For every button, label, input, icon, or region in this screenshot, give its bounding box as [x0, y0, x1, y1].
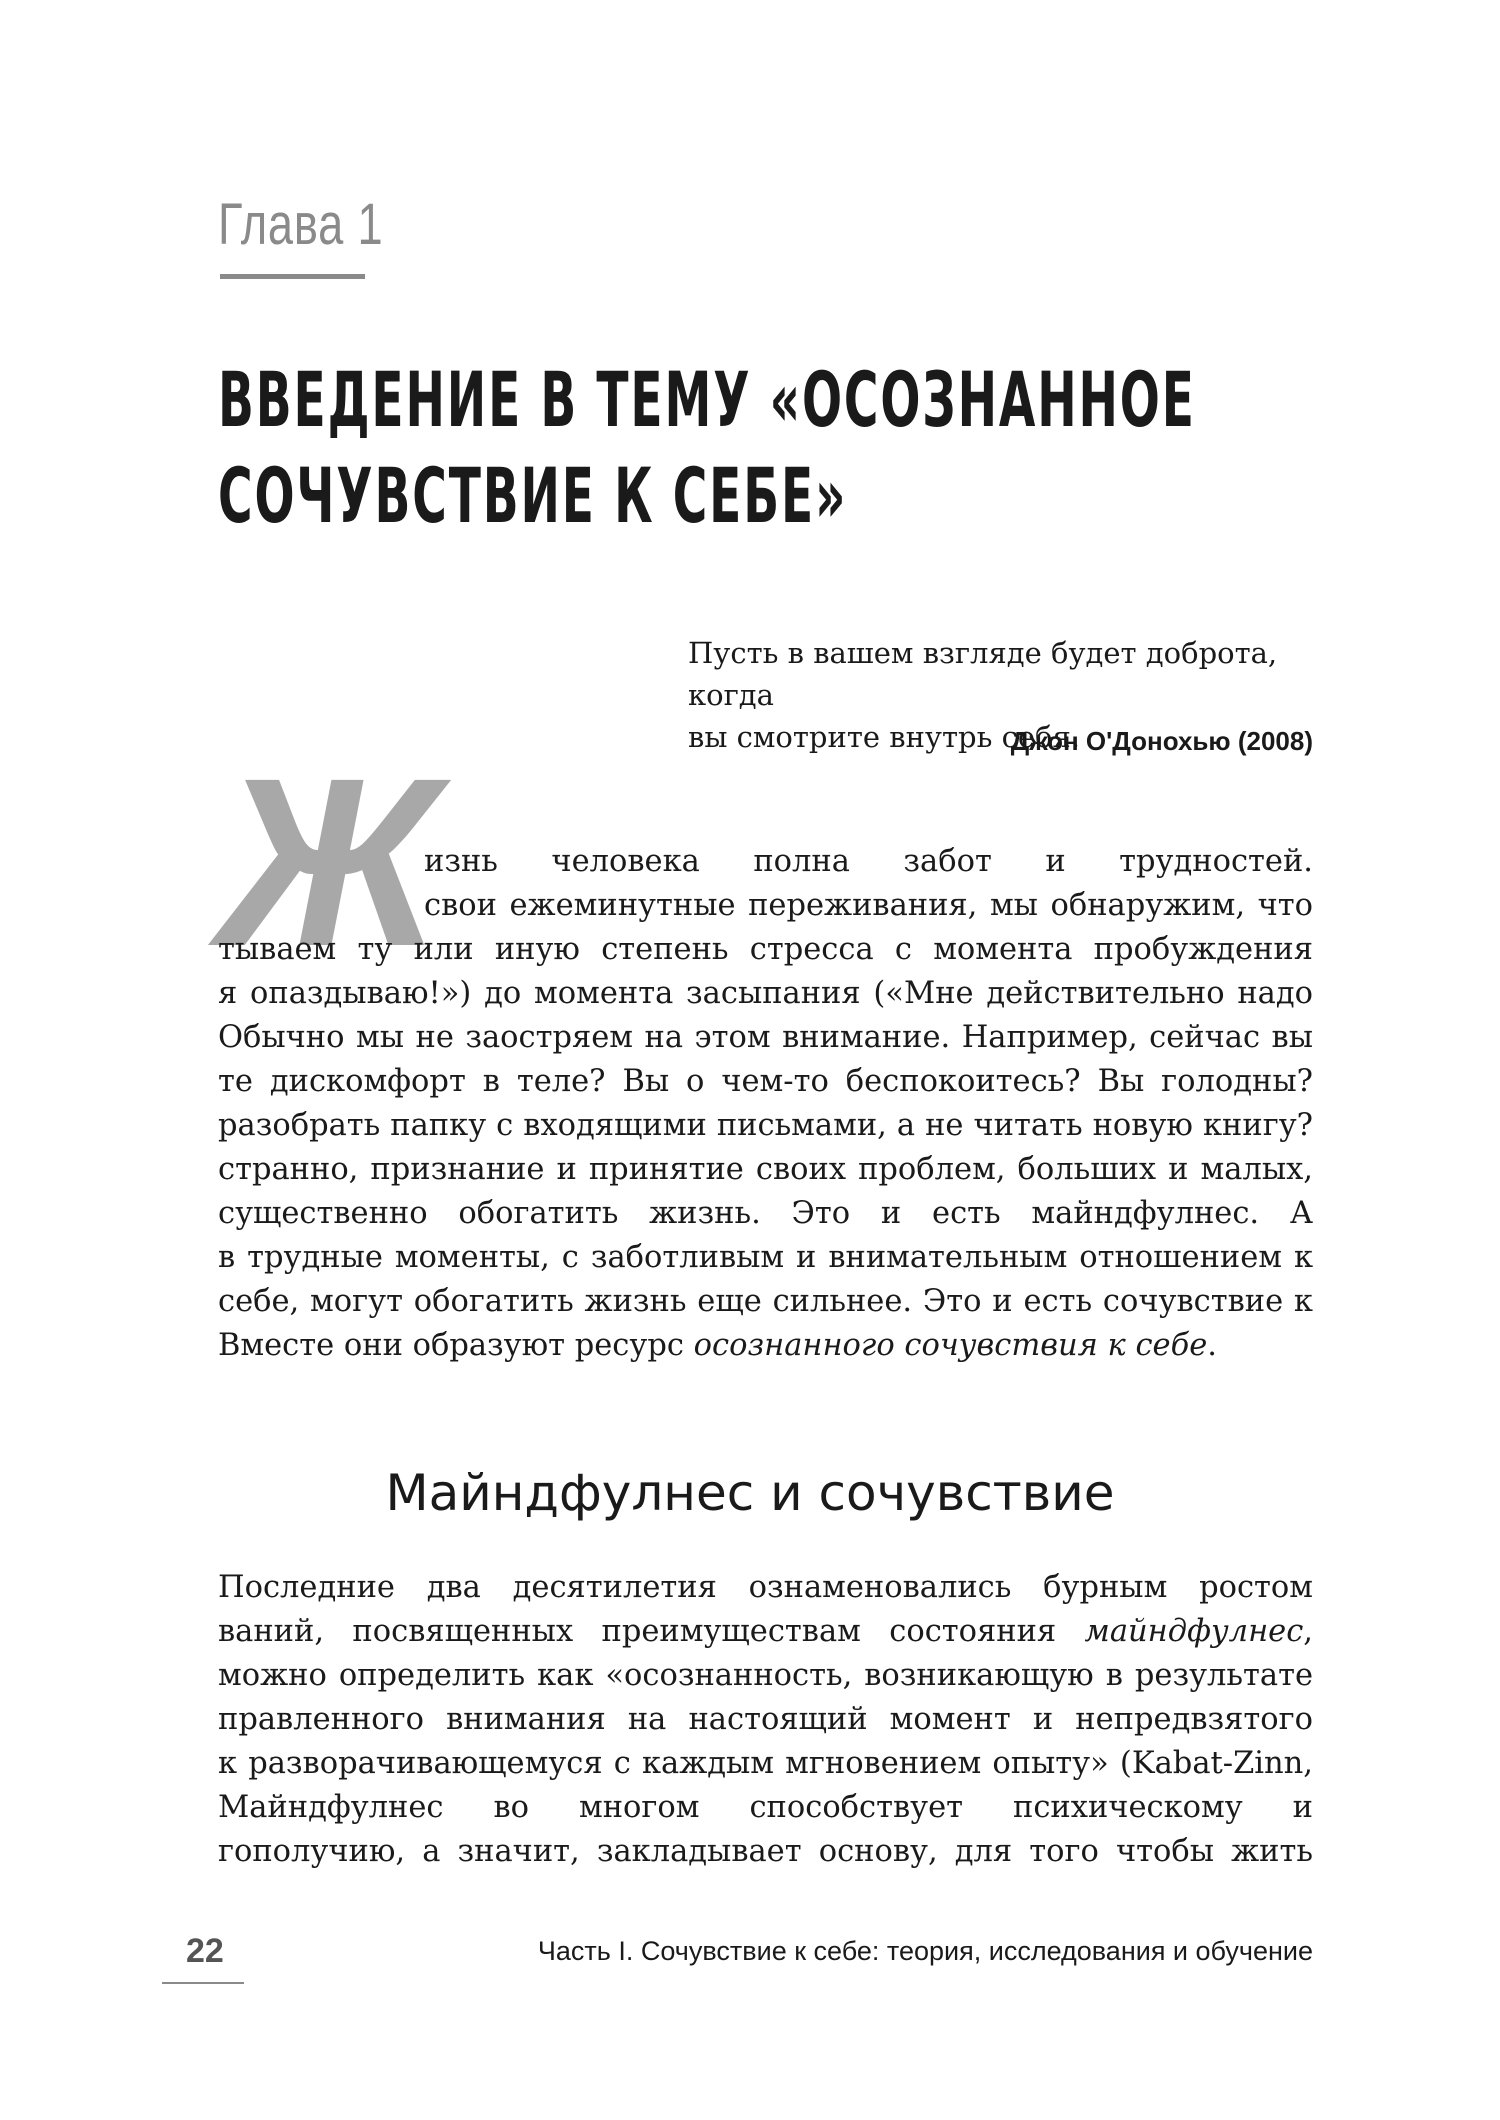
intro-line-12-text: Вместе они образуют ресурс: [218, 1328, 684, 1363]
section-heading: Майндфулнес и сочувствие: [385, 1464, 1115, 1522]
section-line-4: правленного внимания на настоящий момент и непредвзятого: [218, 1702, 1313, 1737]
epigraph-line-2: вы смотрите внутрь себя.: [688, 720, 1080, 754]
chapter-title-line-1: ВВЕДЕНИЕ В ТЕМУ «ОСОЗНАННОЕ: [218, 355, 1196, 444]
intro-line-9-text: существенно обогатить жизнь. Это и есть майндфулнес. А: [218, 1196, 1313, 1231]
section-line-1: Последние два десятилетия ознаменовались бурным ростом: [218, 1570, 1313, 1605]
intro-italic-term: осознанного сочувствия к себе: [693, 1328, 1208, 1363]
section-line-7: гополучию, а значит, закладывает основу, для того чтобы жить: [218, 1834, 1313, 1869]
intro-line-9: [218, 1192, 1313, 1236]
intro-line-3: тываем ту или иную степень стресса с момента пробуждения: [218, 932, 1313, 967]
intro-line-2: свои ежеминутные переживания, мы обнаружим, что: [424, 888, 1313, 923]
intro-line-1: изнь человека полна забот и трудностей.: [424, 844, 1313, 879]
chapter-title-line-2: СОЧУВСТВИЕ К СЕБЕ»: [218, 451, 848, 540]
intro-line-6: те дискомфорт в теле? Вы о чем-то беспокоитесь? Вы голодны?: [218, 1064, 1313, 1099]
running-footer-title: Часть I. Сочувствие к себе: теория, исследования и обучение: [537, 1936, 1313, 1966]
section-line-2: [218, 1610, 1313, 1654]
section-line-2-text: ваний, посвященных преимуществам состояния: [218, 1614, 1057, 1649]
intro-line-4: я опаздываю!») до момента засыпания («Мне действительно надо: [218, 976, 1313, 1011]
page-number: 22: [186, 1932, 224, 1970]
section-line-5: к разворачивающемуся с каждым мгновением опыту» (Kabat-Zinn,: [218, 1746, 1313, 1781]
epigraph-author: Джон О'Донохью (2008): [1010, 726, 1313, 756]
chapter-title: [218, 352, 1196, 544]
section-line-3: можно определить как «осознанность, возникающую в результате: [218, 1658, 1313, 1693]
chapter-label-underline: [220, 274, 365, 279]
intro-line-5: Обычно мы не заостряем на этом внимание. Например, сейчас вы: [218, 1020, 1313, 1055]
section-line-2-tail: ,: [1303, 1614, 1313, 1649]
intro-line-12: [218, 1324, 1217, 1368]
page-number-underline: [162, 1982, 244, 1984]
drop-cap: Ж: [218, 728, 441, 996]
intro-line-11: себе, могут обогатить жизнь еще сильнее. Это и есть сочувствие к: [218, 1284, 1313, 1319]
intro-line-10: в трудные моменты, с заботливым и внимательным отношением к: [218, 1240, 1313, 1275]
section-line-6: Майндфулнес во многом способствует психическому и: [218, 1790, 1313, 1825]
intro-line-7: разобрать папку с входящими письмами, а не читать новую книгу?: [218, 1108, 1313, 1143]
section-italic-mindfulness: майндфулнес: [1084, 1614, 1304, 1649]
intro-line-8: странно, признание и принятие своих проблем, больших и малых,: [218, 1152, 1313, 1187]
chapter-label: Глава 1: [218, 192, 384, 257]
intro-end-period: .: [1207, 1328, 1217, 1363]
epigraph-line-1: Пусть в вашем взгляде будет доброта, когда: [688, 636, 1278, 712]
